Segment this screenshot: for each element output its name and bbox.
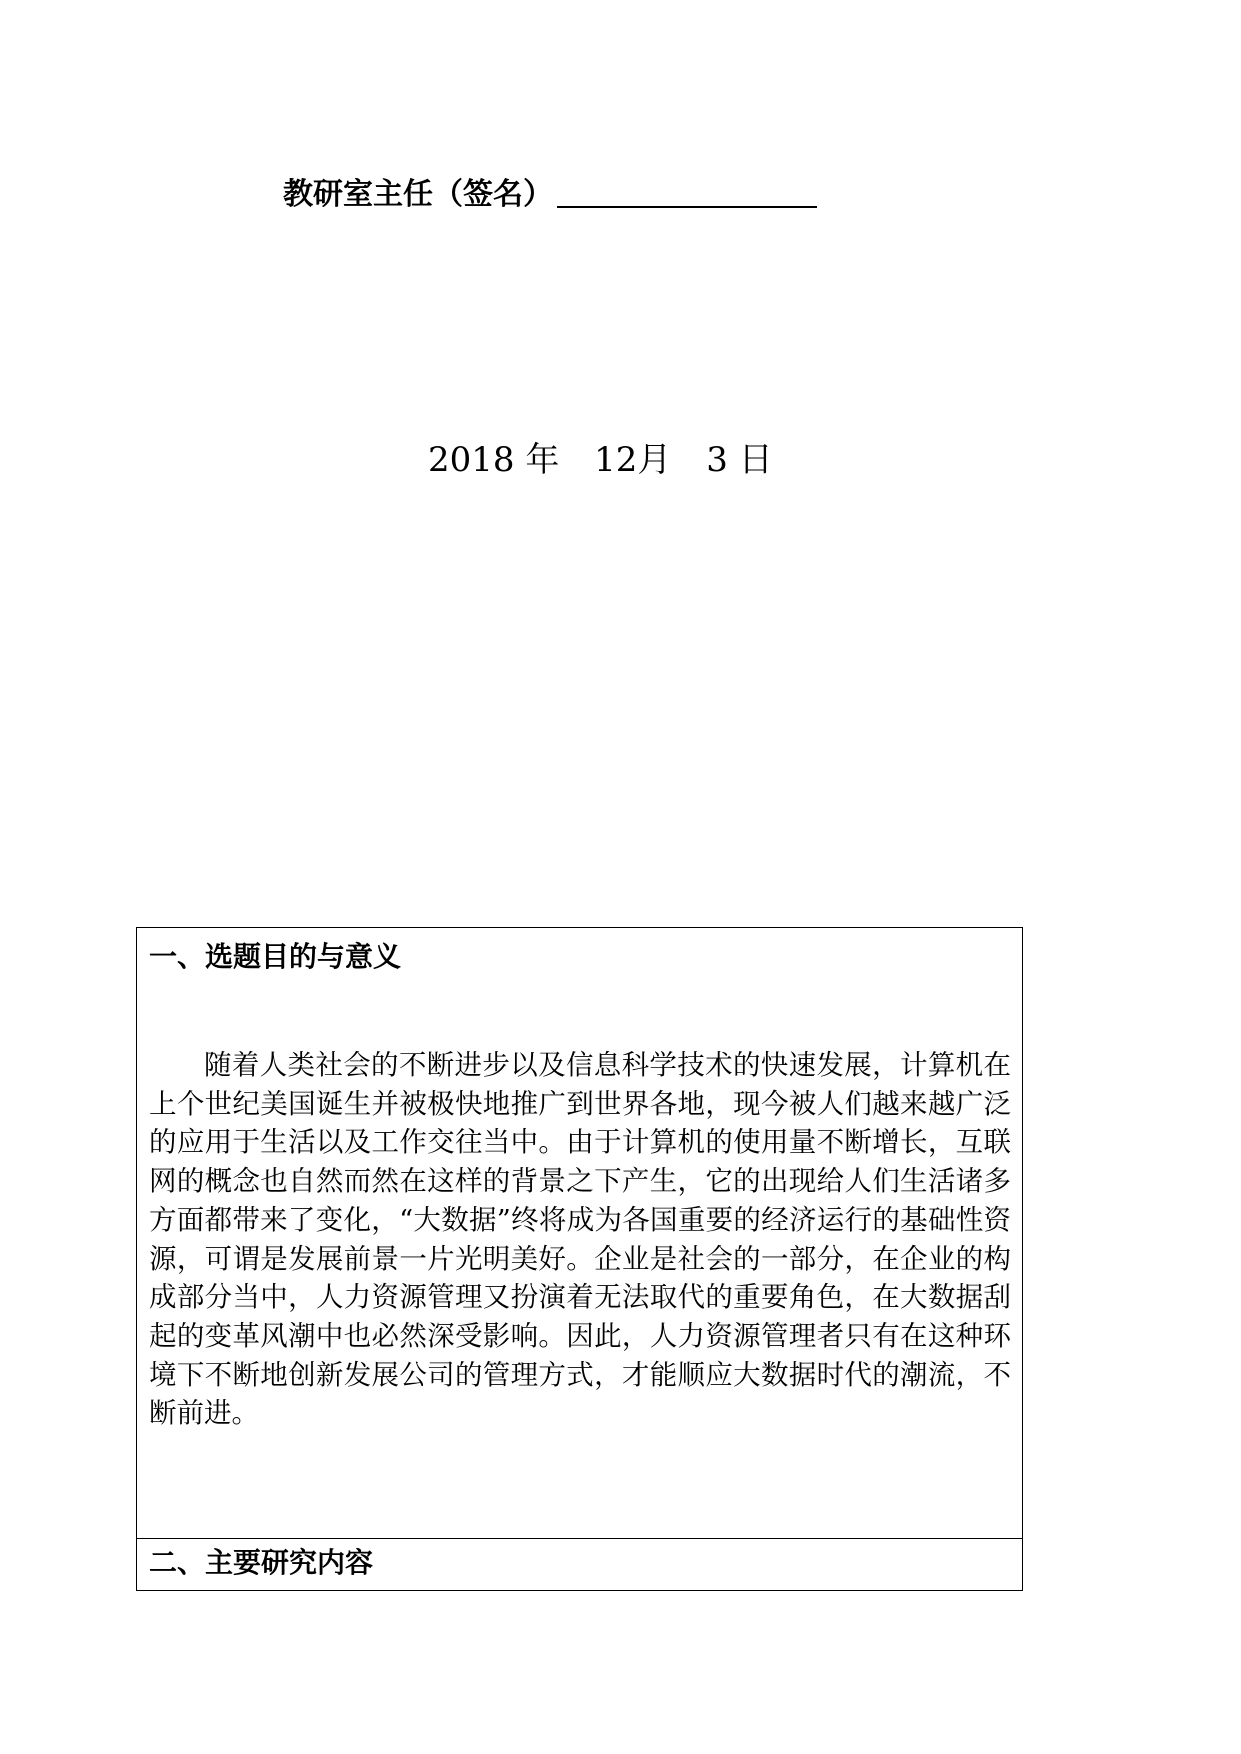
- section-title-content: 二、主要研究内容: [149, 1546, 374, 1579]
- section-purpose: [137, 928, 1022, 1539]
- proposal-form-table: [136, 927, 1023, 1591]
- date-day: 3: [706, 440, 728, 480]
- date-line: [428, 435, 773, 485]
- signature-blank[interactable]: [557, 172, 817, 208]
- signature-label: 教研室主任（签名）: [283, 177, 553, 212]
- section-content: [137, 1539, 1022, 1590]
- date-day-unit: 日: [738, 440, 773, 480]
- section-paragraph-purpose: 随着人类社会的不断进步以及信息科学技术的快速发展，计算机在上个世纪美国诞生并被极快地推广到世界各地，现今被人们越来越广泛的应用于生活以及工作交往当中。由于计算机的使用量不断增长，互联网的概念也自然而然在这样的背景之下产生，它的出现给人们生活诸多方面都带来了变化，“大数据”终将成为各国重要的经济运行的基础性资源，可谓是发展前景一片光明美好。企业是社会的一部分，在企业的构成部分当中，人力资源管理又扮演着无法取代的重要角色，在大数据刮起的变革风潮中也必然深受影响。因此，人力资源管理者只有在这种环境下不断地创新发展公司的管理方式，才能顺应大数据时代的潮流，不断前进。: [149, 1049, 1011, 1430]
- date-month: 12: [594, 440, 638, 480]
- signature-line: [283, 170, 817, 220]
- date-year: 2018: [428, 440, 515, 480]
- date-year-unit: 年: [525, 440, 560, 480]
- section-title-purpose: 一、选题目的与意义: [149, 940, 402, 973]
- date-month-unit: 月: [637, 440, 672, 480]
